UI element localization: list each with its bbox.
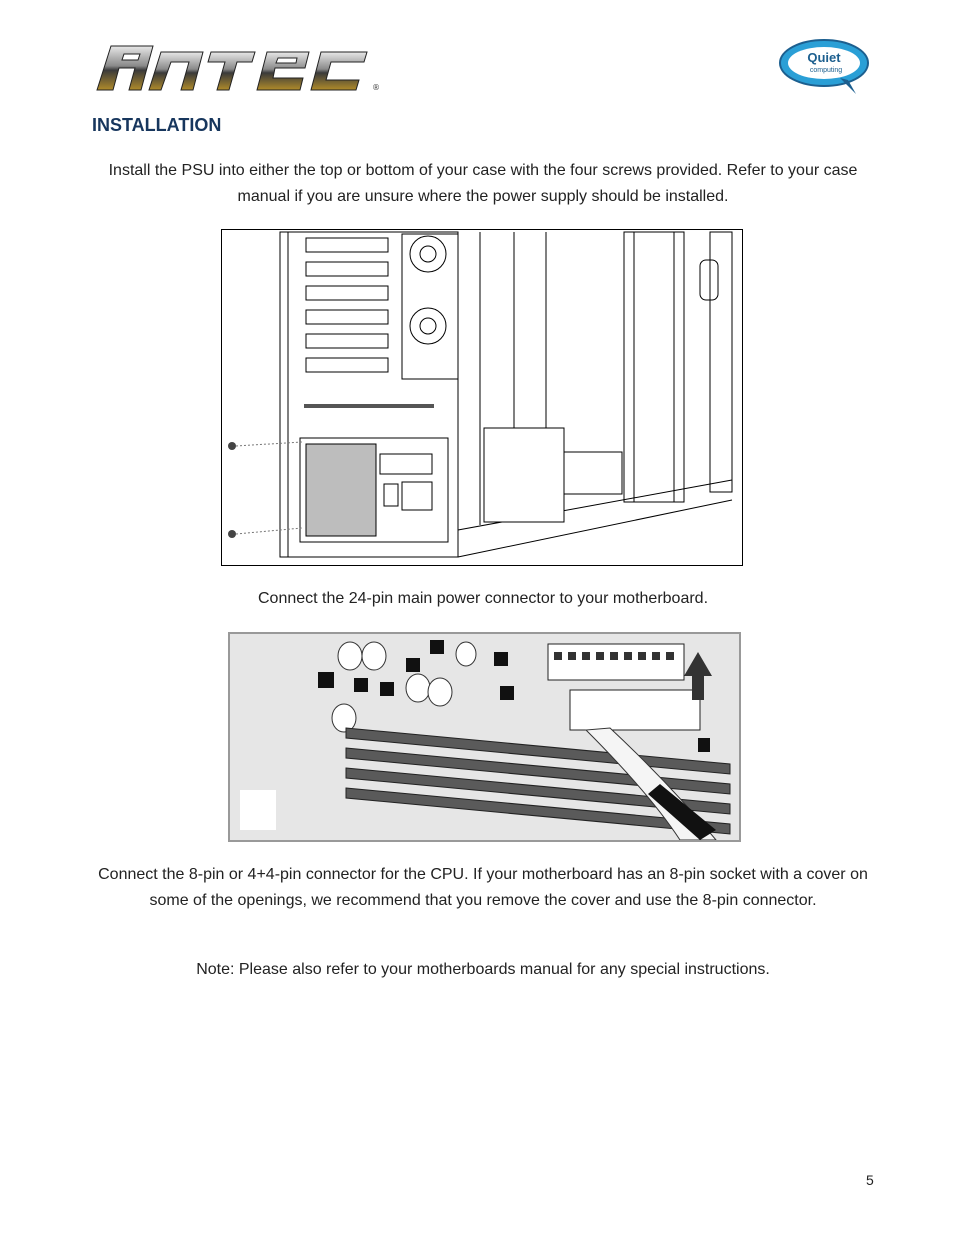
note-paragraph: Note: Please also refer to your motherboards manual for any special instructions. — [196, 961, 770, 978]
section-title: INSTALLATION — [92, 115, 222, 135]
badge-subtitle: computing — [809, 67, 843, 74]
svg-text:®: ® — [372, 83, 380, 92]
quiet-computing-logo — [778, 38, 874, 96]
psu-installation-diagram — [221, 229, 743, 566]
cpu-connector-paragraph: Connect the 8-pin or 4+4-pin connector for the CPU. If your motherboard has an 8-pin socket with a cover on some of the openings, we recommend that you remove the cover and use the 8-pin connector. — [98, 866, 868, 909]
connector-24pin-paragraph: Connect the 24-pin main power connector to your motherboard. — [257, 590, 709, 607]
badge-title: Quiet — [807, 50, 841, 65]
antec-logo — [95, 38, 385, 96]
install-paragraph: Install the PSU into either the top or bottom of your case with the four screws provided. Refer to your case manual if you are unsure where the power supply should be installed. — [108, 162, 858, 205]
24-pin-connector-diagram — [228, 632, 741, 842]
page-number: 5 — [866, 1172, 874, 1188]
